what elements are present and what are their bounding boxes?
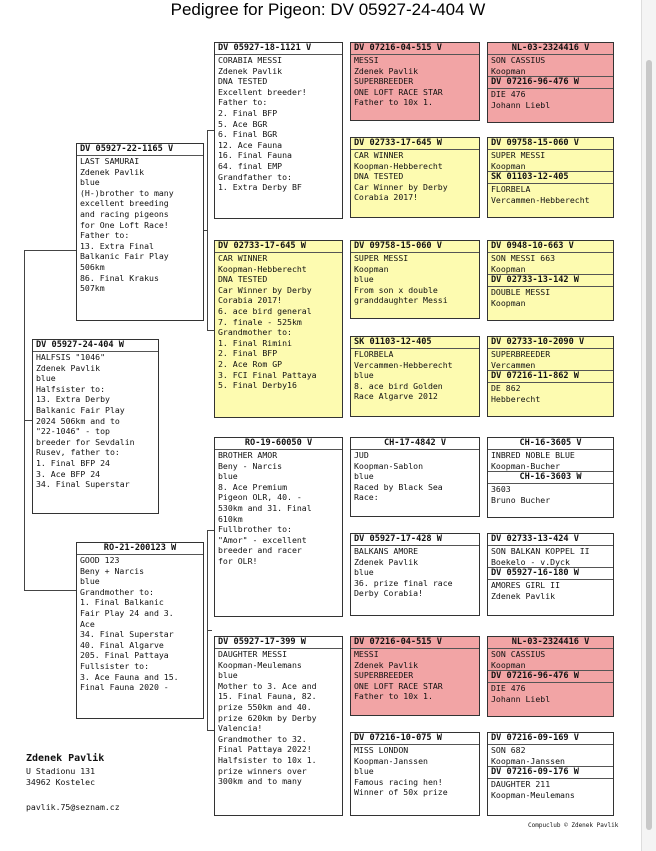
- ring-number: DV 02733-10-2090 V: [488, 337, 613, 349]
- pedigree-text-line: DAUGHTER MESSI: [218, 649, 288, 659]
- pedigree-text-line: blue: [354, 471, 374, 482]
- pedigree-text-line: Grandfather to:: [218, 171, 292, 182]
- ring-number: DV 05927-16-180 W: [488, 567, 613, 580]
- pedigree-text-line: DNA TESTED: [218, 76, 268, 87]
- pedigree-text-line: Car Winner by Derby: [218, 284, 312, 295]
- pedigree-text-line: 3603: [491, 484, 511, 495]
- pedigree-text-line: "Amor" - excellent: [218, 534, 307, 545]
- pedigree-text-line: MESSI: [354, 55, 379, 65]
- father-card: [76, 143, 204, 321]
- pedigree-text-line: Bruno Bucher: [491, 494, 551, 505]
- pedigree-text-line: 16. Final Fauna: [218, 150, 292, 161]
- page-title: Pedigree for Pigeon: DV 05927-24-404 W: [170, 0, 486, 19]
- pedigree-text-line: excellent breeding: [80, 198, 169, 209]
- pedigree-text-line: Final Pattaya 2022!: [218, 744, 312, 755]
- pedigree-text-line: 5. Ace BGR: [218, 118, 268, 129]
- pedigree-text-line: 34. Final Superstar: [80, 629, 174, 640]
- pedigree-text-line: blue: [36, 373, 56, 384]
- ring-number: DV 07216-09-169 V: [488, 733, 613, 745]
- ring-number: DV 07216-04-515 V: [351, 43, 479, 55]
- pedigree-text-line: 13. Extra Derby: [36, 394, 110, 405]
- pedigree-text-line: SON 682: [491, 745, 526, 755]
- pedigree-text-line: Koopman-Meulemans: [218, 659, 302, 670]
- pedigree-text-line: Halfsister to:: [36, 383, 106, 394]
- connector-line: [204, 230, 208, 231]
- pedigree-text-line: blue: [354, 274, 374, 285]
- ring-number: DV 09758-15-060 V: [488, 138, 613, 150]
- ring-number: DV 02733-17-645 W: [351, 138, 479, 150]
- pedigree-text-line: 6. Final BGR: [218, 129, 278, 140]
- pedigree-text-line: Fair Play 24 and 3.: [80, 607, 174, 618]
- pedigree-text-line: and racing pigeons: [80, 208, 169, 219]
- pedigree-text-line: Valencia!: [218, 723, 263, 734]
- scrollbar-thumb[interactable]: [646, 60, 652, 830]
- pedigree-text-line: DOUBLE MESSI: [491, 287, 551, 298]
- ring-number: DV 02733-13-142 W: [488, 274, 613, 287]
- gg-grandparent-pair: [487, 636, 614, 717]
- pedigree-text-line: 3. Ace Fauna and 15.: [80, 671, 179, 682]
- owner-info: [26, 752, 206, 813]
- pedigree-text-line: Grandmother to:: [80, 586, 154, 597]
- pedigree-text-line: FLORBELA: [354, 349, 394, 359]
- pedigree-text-line: "22-1046" - top: [36, 426, 110, 437]
- pedigree-text-line: Ace: [80, 618, 95, 629]
- pedigree-text-line: 507km: [80, 283, 105, 294]
- owner-address-line: U Stadionu 131: [26, 766, 96, 776]
- pedigree-text-line: Johann Liebl: [491, 693, 551, 704]
- maternal-grandmother-card: [214, 636, 343, 816]
- pedigree-text-line: Halfsister to 10x 1.: [218, 754, 317, 765]
- pedigree-text-line: CORABIA MESSI: [218, 55, 283, 65]
- pedigree-text-line: 5. Final Derby16: [218, 380, 297, 391]
- pedigree-text-line: SON MESSI 663: [491, 253, 556, 263]
- pedigree-text-line: Race:: [354, 492, 379, 503]
- pedigree-text-line: 34. Final Superstar: [36, 479, 130, 490]
- pedigree-text-line: Koopman-Hebberecht: [354, 160, 443, 171]
- pedigree-text-line: Excellent breeder!: [218, 86, 307, 97]
- pedigree-text-line: Zdenek Pavlik: [354, 556, 419, 567]
- pedigree-text-line: 40. Final Algarve: [80, 639, 164, 650]
- pedigree-text-line: BALKANS AMORE: [354, 546, 419, 556]
- pedigree-text-line: Vercammen-Hebberecht: [491, 194, 590, 205]
- paternal-grandmother-card: [214, 240, 343, 418]
- pedigree-text-line: AMORES GIRL II: [491, 580, 561, 591]
- pedigree-text-line: Vercammen: [491, 359, 536, 370]
- pedigree-text-line: 610km: [218, 513, 243, 524]
- pedigree-text-line: ONE LOFT RACE STAR: [354, 86, 443, 97]
- pedigree-text-line: SUPER MESSI: [491, 150, 546, 160]
- gg-grandparent-pair: [487, 533, 614, 616]
- subject-pigeon-card: [32, 339, 159, 514]
- connector-line: [207, 130, 214, 131]
- pedigree-text-line: 300km and to many: [218, 776, 302, 787]
- connector-line: [24, 250, 76, 251]
- pedigree-text-line: SUPER MESSI: [354, 253, 409, 263]
- pedigree-text-line: 8. ace bird Golden: [354, 380, 443, 391]
- pedigree-text-line: DNA TESTED: [218, 274, 268, 285]
- ring-number: RO-19-60050 V: [215, 438, 342, 450]
- ring-number: DV 07216-04-515 V: [351, 637, 479, 649]
- pedigree-text-line: 1. Final Rimini: [218, 337, 292, 348]
- pedigree-text-line: 2. Final BFP: [218, 107, 278, 118]
- pedigree-text-line: Pigeon OLR, 40. -: [218, 492, 302, 503]
- pedigree-text-line: SUPERBREEDER: [354, 670, 414, 681]
- pedigree-text-line: blue: [80, 177, 100, 188]
- great-grandparent-card: [350, 732, 480, 816]
- pedigree-text-line: 1. Final Balkanic: [80, 597, 164, 608]
- ring-number: DV 05927-17-399 W: [215, 637, 342, 649]
- pedigree-text-line: Famous racing hen!: [354, 776, 443, 787]
- maternal-grandfather-card: [214, 437, 343, 617]
- pedigree-text-line: 13. Extra Final: [80, 240, 154, 251]
- pedigree-text-line: Koopman: [491, 297, 526, 308]
- ring-number: CH-16-3603 W: [488, 471, 613, 484]
- pedigree-text-line: Koopman: [354, 263, 389, 274]
- pedigree-text-line: 12. Ace Fauna: [218, 139, 283, 150]
- pedigree-text-line: Zdenek Pavlik: [36, 362, 101, 373]
- pedigree-text-line: 6. ace bird general: [218, 305, 312, 316]
- pedigree-text-line: 86. Final Krakus: [80, 272, 159, 283]
- pedigree-text-line: 1. Final BFP 24: [36, 457, 110, 468]
- pedigree-text-line: Raced by Black Sea: [354, 481, 443, 492]
- pedigree-text-line: 8. Ace Premium: [218, 481, 288, 492]
- owner-address-line: 34962 Kostelec: [26, 777, 96, 787]
- pedigree-text-line: Corabia 2017!: [218, 295, 283, 306]
- pedigree-text-line: 2. Final BFP: [218, 348, 278, 359]
- pedigree-text-line: 2024 506km and to: [36, 415, 120, 426]
- gg-grandparent-pair: [487, 732, 614, 816]
- pedigree-text-line: blue: [80, 576, 100, 587]
- pedigree-text-line: for One Loft Race!: [80, 219, 169, 230]
- scrollbar[interactable]: [641, 0, 656, 851]
- pedigree-text-line: Koopman: [491, 263, 526, 274]
- pedigree-text-line: Koopman: [491, 160, 526, 171]
- gg-grandparent-pair: [487, 137, 614, 218]
- pedigree-text-line: (H-)brother to many: [80, 187, 174, 198]
- pedigree-text-line: FLORBELA: [491, 184, 531, 195]
- pedigree-text-line: Corabia 2017!: [354, 192, 419, 203]
- pedigree-text-line: Rusev, father to:: [36, 447, 120, 458]
- credit-text: Compuclub © Zdenek Pavlik: [528, 822, 619, 829]
- pedigree-text-line: Grandmother to 32.: [218, 733, 307, 744]
- pedigree-text-line: DIE 476: [491, 683, 526, 694]
- pedigree-text-line: SON BALKAN KOPPEL II: [491, 546, 590, 556]
- pedigree-text-line: Father to:: [80, 230, 130, 241]
- pedigree-text-line: blue: [218, 670, 238, 681]
- pedigree-text-line: MESSI: [354, 649, 379, 659]
- pedigree-text-line: Koopman-Janssen: [491, 755, 565, 766]
- pedigree-text-line: DE 862: [491, 383, 521, 394]
- pedigree-text-line: Winner of 50x prize: [354, 787, 448, 798]
- pedigree-text-line: LAST SAMURAI: [80, 156, 140, 166]
- ring-number: DV 05927-24-404 W: [33, 340, 158, 352]
- pedigree-text-line: Vercammen-Hebberecht: [354, 359, 453, 370]
- ring-number: CH-16-3605 V: [488, 438, 613, 450]
- pedigree-text-line: Koopman-Meulemans: [491, 789, 575, 800]
- pedigree-text-line: DNA TESTED: [354, 171, 404, 182]
- pedigree-text-line: ONE LOFT RACE STAR: [354, 680, 443, 691]
- pedigree-text-line: Race Algarve 2012: [354, 391, 438, 402]
- ring-number: CH-17-4842 V: [351, 438, 479, 450]
- pedigree-text-line: Fullbrother to:: [218, 524, 292, 535]
- pedigree-text-line: prize 620km by Derby: [218, 712, 317, 723]
- pedigree-text-line: prize 550km and 40.: [218, 701, 312, 712]
- gg-grandparent-pair: [487, 240, 614, 321]
- pedigree-text-line: 7. finale - 525km: [218, 316, 302, 327]
- connector-line: [207, 630, 212, 631]
- pedigree-text-line: Mother to 3. Ace and: [218, 680, 317, 691]
- pedigree-text-line: BROTHER AMOR: [218, 450, 278, 460]
- pedigree-text-line: SON CASSIUS: [491, 55, 546, 65]
- great-grandparent-card: [350, 437, 480, 517]
- pedigree-text-line: MISS LONDON: [354, 745, 409, 755]
- pedigree-text-line: SUPERBREEDER: [354, 76, 414, 87]
- pedigree-text-line: blue: [354, 766, 374, 777]
- pedigree-text-line: SON CASSIUS: [491, 649, 546, 659]
- pedigree-text-line: Father to 10x 1.: [354, 97, 433, 108]
- pedigree-text-line: 3. Ace BFP 24: [36, 468, 101, 479]
- pedigree-text-line: Beny + Narcis: [80, 565, 145, 576]
- ring-number: SK 01103-12-405: [488, 171, 613, 184]
- pedigree-text-line: Father to:: [218, 97, 268, 108]
- ring-number: DV 07216-10-075 W: [351, 733, 479, 745]
- pedigree-text-line: Koopman: [491, 659, 526, 670]
- pedigree-text-line: DAUGHTER 211: [491, 779, 551, 790]
- pedigree-text-line: Zdenek Pavlik: [354, 65, 419, 76]
- pedigree-text-line: Zdenek Pavlik: [491, 590, 556, 601]
- pedigree-text-line: blue: [218, 471, 238, 482]
- mother-card: [76, 542, 204, 719]
- paternal-grandfather-card: [214, 42, 343, 219]
- pedigree-text-line: From son x double: [354, 284, 438, 295]
- great-grandparent-card: [350, 533, 480, 616]
- pedigree-text-line: blue: [354, 567, 374, 578]
- connector-line: [24, 420, 32, 421]
- pedigree-text-line: Father to 10x 1.: [354, 691, 433, 702]
- pedigree-text-line: Hebberecht: [491, 393, 541, 404]
- pedigree-text-line: JUD: [354, 450, 369, 460]
- ring-number: DV 02733-17-645 W: [215, 241, 342, 253]
- pedigree-text-line: 3. FCI Final Pattaya: [218, 369, 317, 380]
- pedigree-text-line: breeder for Sevdalin: [36, 436, 135, 447]
- pedigree-text-line: Koopman-Janssen: [354, 755, 428, 766]
- pedigree-text-line: Koopman-Sablon: [354, 460, 424, 471]
- connector-line: [207, 330, 214, 331]
- pedigree-text-line: Koopman-Hebberecht: [218, 263, 307, 274]
- ring-number: DV 05927-18-1121 V: [215, 43, 342, 55]
- pedigree-text-line: 36. prize final race: [354, 577, 453, 588]
- pedigree-text-line: HALFSIS "1046": [36, 352, 106, 362]
- ring-number: DV 05927-22-1165 V: [77, 144, 203, 156]
- ring-number: DV 05927-17-428 W: [351, 534, 479, 546]
- pedigree-text-line: for OLR!: [218, 555, 258, 566]
- pedigree-text-line: Zdenek Pavlik: [218, 65, 283, 76]
- pedigree-text-line: Koopman-Bucher: [491, 460, 561, 471]
- ring-number: DV 09758-15-060 V: [351, 241, 479, 253]
- pedigree-text-line: 530km and 31. Final: [218, 502, 312, 513]
- pedigree-text-line: Johann Liebl: [491, 99, 551, 110]
- pedigree-text-line: Derby Corabia!: [354, 588, 424, 599]
- ring-number: SK 01103-12-405: [351, 337, 479, 349]
- pedigree-text-line: Car Winner by Derby: [354, 181, 448, 192]
- great-grandparent-card: [350, 42, 480, 121]
- pedigree-text-line: Boekelo - v.Dyck: [491, 556, 570, 567]
- connector-line: [207, 530, 214, 531]
- pedigree-text-line: CAR WINNER: [218, 253, 268, 263]
- ring-number: DV 07216-96-476 W: [488, 76, 613, 89]
- owner-email[interactable]: pavlik.75@seznam.cz: [26, 802, 120, 812]
- pedigree-text-line: Zdenek Pavlik: [354, 659, 419, 670]
- pedigree-text-line: DIE 476: [491, 89, 526, 100]
- pedigree-text-line: 1. Extra Derby BF: [218, 182, 302, 193]
- ring-number: NL-03-2324416 V: [488, 43, 613, 55]
- pedigree-text-line: GOOD 123: [80, 555, 120, 565]
- pedigree-text-line: 64. final EMP: [218, 160, 283, 171]
- ring-number: DV 07216-09-176 W: [488, 766, 613, 779]
- pedigree-text-line: 506km: [80, 261, 105, 272]
- gg-grandparent-pair: [487, 336, 614, 417]
- ring-number: DV 02733-13-424 V: [488, 534, 613, 546]
- pedigree-text-line: SUPERBREEDER: [491, 349, 551, 359]
- pedigree-text-line: INBRED NOBLE BLUE: [491, 450, 575, 460]
- pedigree-text-line: 2. Ace Rom GP: [218, 358, 283, 369]
- gg-grandparent-pair: [487, 437, 614, 518]
- connector-line: [207, 730, 214, 731]
- pedigree-text-line: Zdenek Pavlik: [80, 166, 145, 177]
- ring-number: RO-21-200123 W: [77, 543, 203, 555]
- gg-grandparent-pair: [487, 42, 614, 123]
- great-grandparent-card: [350, 137, 480, 218]
- pedigree-text-line: 15. Final Fauna, 82.: [218, 691, 317, 702]
- owner-name: Zdenek Pavlik: [26, 753, 105, 764]
- pedigree-text-line: Koopman: [491, 65, 526, 76]
- great-grandparent-card: [350, 636, 480, 716]
- pedigree-text-line: Final Fauna 2020 -: [80, 682, 169, 693]
- pedigree-text-line: Grandmother to:: [218, 327, 292, 338]
- great-grandparent-card: [350, 240, 480, 319]
- pedigree-text-line: blue: [354, 370, 374, 381]
- pedigree-text-line: granddaughter Messi: [354, 295, 448, 306]
- pedigree-text-line: Balkanic Fair Play: [80, 251, 169, 262]
- ring-number: NL-03-2324416 V: [488, 637, 613, 649]
- pedigree-text-line: Fullsister to:: [80, 660, 150, 671]
- pedigree-text-line: Beny - Narcis: [218, 460, 283, 471]
- pedigree-text-line: breeder and racer: [218, 545, 302, 556]
- connector-line: [24, 590, 76, 591]
- ring-number: DV 07216-96-476 W: [488, 670, 613, 683]
- pedigree-text-line: prize winners over: [218, 765, 307, 776]
- pedigree-text-line: CAR WINNER: [354, 150, 404, 160]
- great-grandparent-card: [350, 336, 480, 417]
- ring-number: DV 07216-11-862 W: [488, 370, 613, 383]
- ring-number: DV 0948-10-663 V: [488, 241, 613, 253]
- pedigree-text-line: 205. Final Pattaya: [80, 650, 169, 661]
- pedigree-text-line: Balkanic Fair Play: [36, 404, 125, 415]
